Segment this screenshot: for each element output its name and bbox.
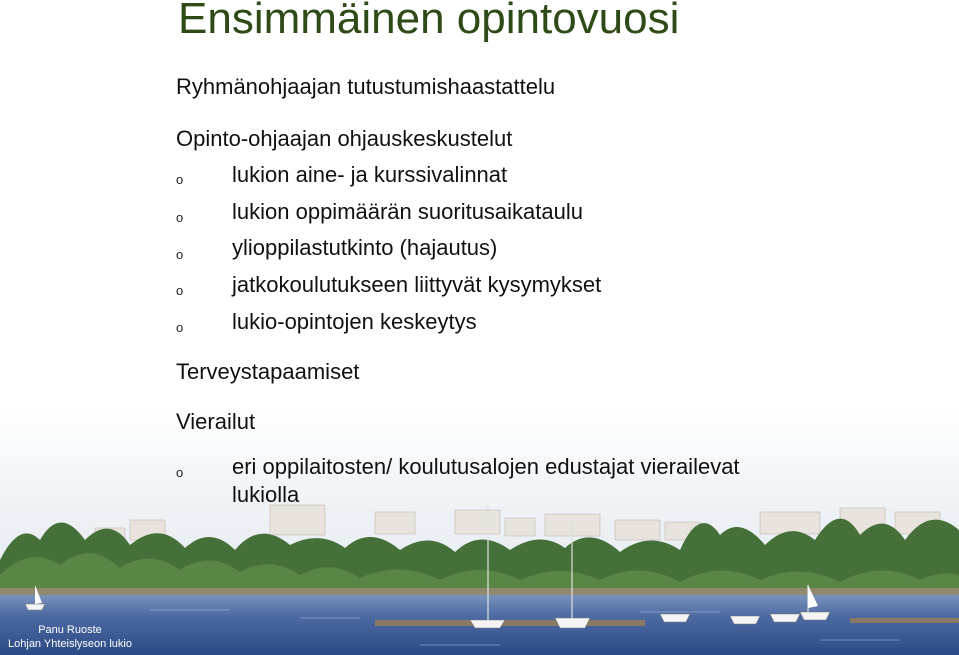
list-item: Ryhmänohjaajan tutustumishaastattelu [176, 74, 556, 99]
list-item: Opinto-ohjaajan ohjauskeskustelut [176, 126, 513, 151]
list-item: Vierailut [176, 409, 256, 434]
bullet-marker: o [176, 172, 184, 187]
sub-list-item: eri oppilaitosten/ koulutusalojen edustajat vierailevat [232, 454, 740, 479]
bullet-marker: o [176, 320, 184, 335]
bullet-marker: o [176, 210, 184, 225]
sub-list-item: lukion oppimäärän suoritusaikataulu [232, 199, 583, 224]
sub-list-item: lukio-opintojen keskeytys [232, 309, 477, 334]
bullet-marker: o [176, 283, 184, 298]
sub-list-item: lukion aine- ja kurssivalinnat [232, 162, 508, 187]
sub-list-item: ylioppilastutkinto (hajautus) [232, 235, 498, 260]
bullet-marker: o [176, 247, 184, 262]
footer-school: Lohjan Yhteislyseon lukio [8, 638, 132, 650]
slide-title: Ensimmäinen opintovuosi [178, 0, 680, 43]
footer [0, 623, 140, 651]
footer-author: Panu Ruoste [38, 624, 102, 636]
bullet-marker: o [176, 465, 184, 480]
sub-list-item-continuation: lukiolla [232, 482, 300, 507]
list-item: Terveystapaamiset [176, 359, 360, 384]
sub-list-item: jatkokoulutukseen liittyvät kysymykset [232, 272, 602, 297]
